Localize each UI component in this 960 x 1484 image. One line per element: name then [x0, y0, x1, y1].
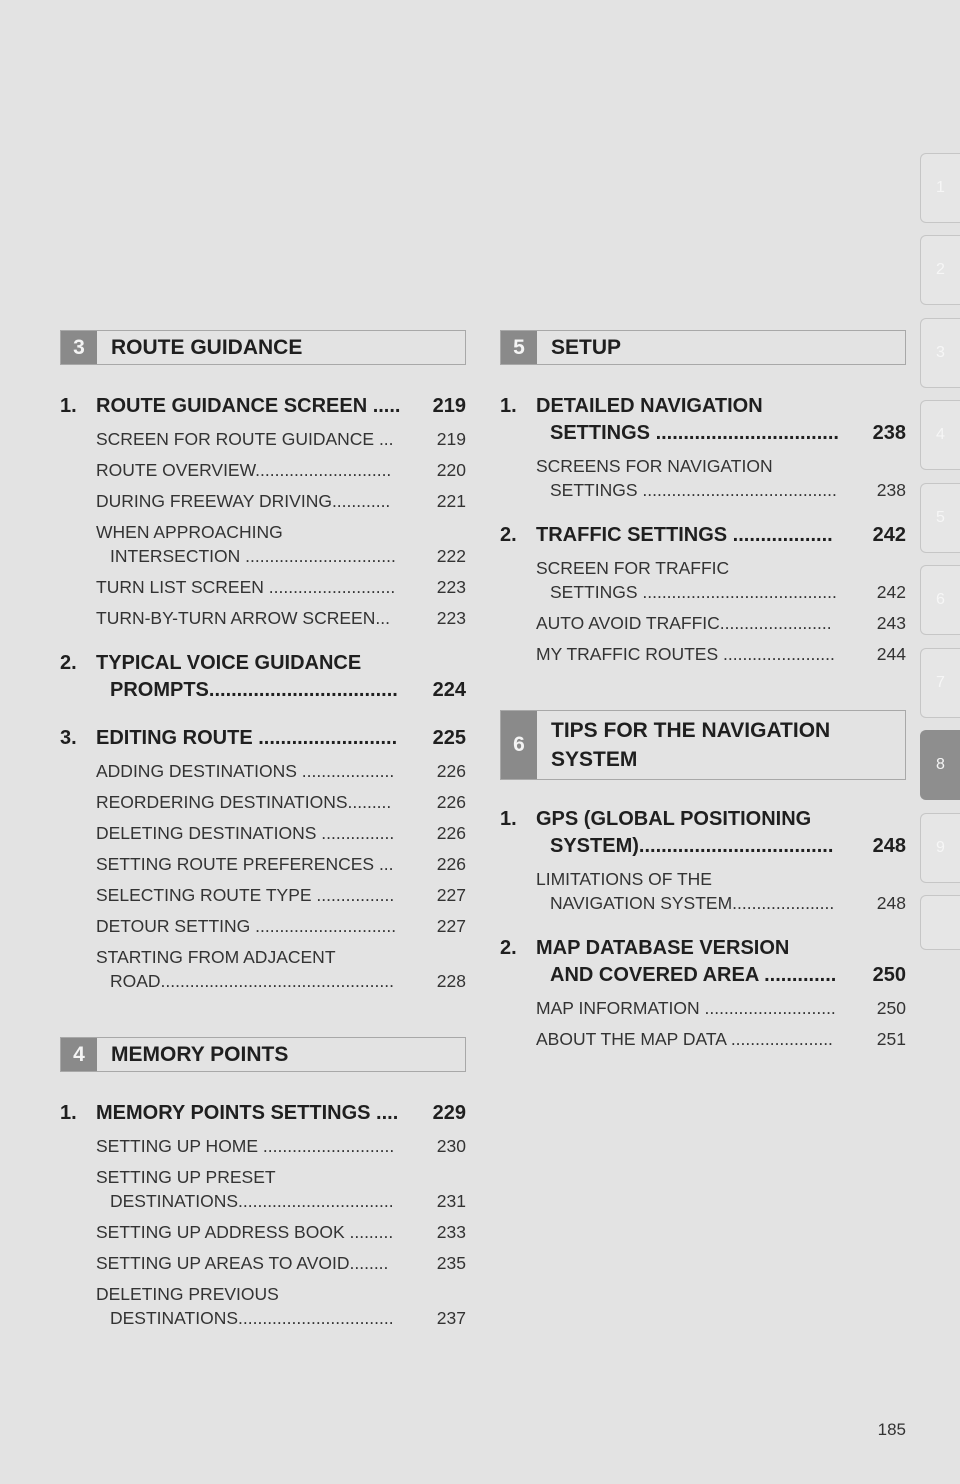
subentry-page: 226: [436, 854, 466, 874]
subentry-title: SETTING UP HOME ...........................: [96, 1136, 395, 1156]
subentry-title: SCREEN FOR TRAFFIC: [536, 558, 730, 578]
toc-entry-traffic-settings[interactable]: [500, 522, 906, 549]
subentry-title: SETTING ROUTE PREFERENCES ...: [96, 854, 394, 874]
chapter-tab-8[interactable]: [920, 730, 960, 800]
subentry-page: 223: [436, 608, 466, 628]
section-title: [537, 711, 830, 779]
toc-left-column: [60, 330, 466, 1330]
section-title-line: SYSTEM: [551, 748, 638, 771]
toc-subentry[interactable]: [500, 611, 906, 635]
entry-title: GPS (GLOBAL POSITIONING: [536, 808, 812, 830]
entry-page: 242: [872, 524, 906, 546]
subentry-title: TURN-BY-TURN ARROW SCREEN...: [96, 608, 390, 628]
toc-subentry[interactable]: [60, 1251, 466, 1275]
chapter-tab-2[interactable]: [920, 235, 960, 305]
toc-subentry[interactable]: [60, 1282, 466, 1330]
toc-subentry[interactable]: [60, 1165, 466, 1213]
toc-subentry[interactable]: [60, 458, 466, 482]
subentry-page: 226: [436, 792, 466, 812]
subentry-page: 231: [436, 1191, 466, 1211]
subentry-page: 227: [436, 885, 466, 905]
subentry-page: 228: [436, 971, 466, 991]
subentry-title: ADDING DESTINATIONS ...................: [96, 761, 395, 781]
toc-subentry[interactable]: [60, 914, 466, 938]
subentry-title: SELECTING ROUTE TYPE ................: [96, 885, 395, 905]
subentry-page: 248: [876, 893, 906, 913]
entry-page: 229: [432, 1102, 466, 1124]
toc-subentry[interactable]: [60, 790, 466, 814]
subentry-page: 243: [876, 613, 906, 633]
entry-page: 224: [432, 679, 466, 701]
toc-subentry[interactable]: [60, 489, 466, 513]
section-number: 6: [501, 711, 537, 779]
toc-subentry[interactable]: [500, 867, 906, 915]
chapter-tab-3[interactable]: [920, 318, 960, 388]
subentry-page: 220: [436, 460, 466, 480]
section-header-setup: [500, 330, 906, 365]
toc-subentry[interactable]: [500, 1027, 906, 1051]
subentry-title: SETTING UP ADDRESS BOOK .........: [96, 1222, 394, 1242]
entry-title-cont: PROMPTS..................................: [110, 679, 398, 701]
toc-subentry[interactable]: [60, 852, 466, 876]
chapter-tab-9[interactable]: [920, 813, 960, 883]
subentry-page: 219: [436, 429, 466, 449]
section-title-line: TIPS FOR THE NAVIGATION: [551, 719, 831, 742]
tab-label: 6: [936, 591, 945, 608]
subentry-page: 250: [876, 998, 906, 1018]
toc-subentry[interactable]: [60, 427, 466, 451]
entry-title-cont: SETTINGS .................................: [550, 422, 839, 444]
section-number: 3: [61, 331, 97, 364]
chapter-tab-1[interactable]: [920, 153, 960, 223]
entry-number: 1.: [60, 1102, 77, 1124]
tab-label: 7: [936, 674, 945, 691]
toc-entry-memory-points-settings[interactable]: [60, 1100, 466, 1127]
section-number: 5: [501, 331, 537, 364]
chapter-tab-7[interactable]: [920, 648, 960, 718]
tab-label: 4: [936, 426, 945, 443]
subentry-title: MAP INFORMATION ...........................: [536, 998, 836, 1018]
subentry-page: 238: [876, 480, 906, 500]
subentry-title: WHEN APPROACHING: [96, 522, 283, 542]
toc-right-column: [500, 330, 906, 1051]
subentry-page: 221: [436, 491, 466, 511]
toc-entry-map-database[interactable]: [500, 935, 906, 989]
toc-entry-detailed-navigation-settings[interactable]: [500, 393, 906, 447]
section-header-memory-points: [60, 1037, 466, 1072]
entry-number: 2.: [500, 524, 517, 546]
toc-subentry[interactable]: [60, 575, 466, 599]
toc-subentry[interactable]: [500, 996, 906, 1020]
section-header-route-guidance: [60, 330, 466, 365]
subentry-page: 230: [436, 1136, 466, 1156]
entry-title: DETAILED NAVIGATION: [536, 395, 763, 417]
section-header-tips: [500, 710, 906, 780]
entry-number: 1.: [500, 395, 517, 417]
subentry-page: 244: [876, 644, 906, 664]
subentry-title: DURING FREEWAY DRIVING............: [96, 491, 391, 511]
chapter-tab-4[interactable]: [920, 400, 960, 470]
subentry-title-cont: SETTINGS ........................................: [550, 582, 837, 602]
section-title: MEMORY POINTS: [111, 1043, 289, 1066]
toc-subentry[interactable]: [500, 642, 906, 666]
subentry-title: DETOUR SETTING .............................: [96, 916, 397, 936]
subentry-page: 227: [436, 916, 466, 936]
toc-entry-gps[interactable]: [500, 806, 906, 860]
subentry-title: SCREEN FOR ROUTE GUIDANCE ...: [96, 429, 394, 449]
entry-title: EDITING ROUTE .........................: [96, 727, 398, 749]
subentry-page: 233: [436, 1222, 466, 1242]
entry-title: MEMORY POINTS SETTINGS ....: [96, 1102, 399, 1124]
entry-page: 238: [872, 422, 906, 444]
entry-number: 1.: [500, 808, 517, 830]
subentry-title: TURN LIST SCREEN ..........................: [96, 577, 396, 597]
entry-page: 225: [432, 727, 466, 749]
tab-label: 3: [936, 344, 945, 361]
subentry-title: DELETING DESTINATIONS ...............: [96, 823, 395, 843]
entry-title: TRAFFIC SETTINGS ..................: [536, 524, 833, 546]
entry-number: 3.: [60, 727, 77, 749]
subentry-page: 226: [436, 761, 466, 781]
subentry-page: 237: [436, 1308, 466, 1328]
subentry-title-cont: NAVIGATION SYSTEM.....................: [550, 893, 835, 913]
toc-subentry[interactable]: [60, 945, 466, 993]
subentry-title: STARTING FROM ADJACENT: [96, 947, 336, 967]
subentry-title: SCREENS FOR NAVIGATION: [536, 456, 773, 476]
entry-title-cont: AND COVERED AREA .............: [550, 964, 837, 986]
entry-title: MAP DATABASE VERSION: [536, 937, 790, 959]
tab-label: 2: [936, 261, 945, 278]
toc-subentry[interactable]: [60, 1134, 466, 1158]
toc-entry-typical-voice-guidance[interactable]: [60, 650, 466, 704]
entry-title-cont: SYSTEM)...................................: [550, 835, 834, 857]
entry-title: TYPICAL VOICE GUIDANCE: [96, 652, 362, 674]
entry-number: 2.: [500, 937, 517, 959]
tab-label: 8: [936, 756, 945, 773]
entry-page: 219: [432, 395, 466, 417]
entry-number: 1.: [60, 395, 77, 417]
subentry-title-cont: INTERSECTION ...............................: [110, 546, 396, 566]
chapter-tab-5[interactable]: [920, 483, 960, 553]
subentry-title-cont: DESTINATIONS................................: [110, 1308, 394, 1328]
subentry-page: 235: [436, 1253, 466, 1273]
toc-subentry[interactable]: [60, 821, 466, 845]
subentry-title-cont: DESTINATIONS................................: [110, 1191, 394, 1211]
entry-page: 248: [872, 835, 906, 857]
entry-title: ROUTE GUIDANCE SCREEN .....: [96, 395, 401, 417]
tab-label: 1: [936, 179, 945, 196]
tab-label: 9: [936, 839, 945, 856]
subentry-title: SETTING UP AREAS TO AVOID........: [96, 1253, 389, 1273]
toc-subentry[interactable]: [60, 759, 466, 783]
subentry-title: AUTO AVOID TRAFFIC.......................: [536, 613, 832, 633]
section-title: ROUTE GUIDANCE: [111, 336, 303, 359]
section-title: SETUP: [551, 336, 622, 359]
entry-number: 2.: [60, 652, 77, 674]
chapter-tab-index[interactable]: [920, 895, 960, 950]
entry-page: 250: [872, 964, 906, 986]
toc-subentry[interactable]: [500, 556, 906, 604]
subentry-title: ROUTE OVERVIEW............................: [96, 460, 392, 480]
subentry-title: REORDERING DESTINATIONS.........: [96, 792, 392, 812]
subentry-page: 242: [876, 582, 906, 602]
tab-label: 5: [936, 509, 945, 526]
section-number: 4: [61, 1038, 97, 1071]
subentry-title-cont: ROAD................................................: [110, 971, 394, 991]
toc-entry-route-guidance-screen[interactable]: [60, 393, 466, 420]
subentry-page: 223: [436, 577, 466, 597]
toc-subentry[interactable]: [500, 454, 906, 502]
subentry-page: 222: [436, 546, 466, 566]
subentry-page: 226: [436, 823, 466, 843]
subentry-title: SETTING UP PRESET: [96, 1167, 276, 1187]
page-number: 185: [877, 1420, 906, 1439]
toc-entry-editing-route[interactable]: [60, 725, 466, 752]
subentry-title: ABOUT THE MAP DATA .....................: [536, 1029, 833, 1049]
toc-subentry[interactable]: [60, 1220, 466, 1244]
subentry-page: 251: [876, 1029, 906, 1049]
subentry-title: LIMITATIONS OF THE: [536, 869, 712, 889]
subentry-title: MY TRAFFIC ROUTES .......................: [536, 644, 835, 664]
toc-subentry[interactable]: [60, 606, 466, 630]
toc-subentry[interactable]: [60, 883, 466, 907]
toc-subentry[interactable]: [60, 520, 466, 568]
subentry-title-cont: SETTINGS ........................................: [550, 480, 837, 500]
chapter-tab-6[interactable]: [920, 565, 960, 635]
subentry-title: DELETING PREVIOUS: [96, 1284, 279, 1304]
